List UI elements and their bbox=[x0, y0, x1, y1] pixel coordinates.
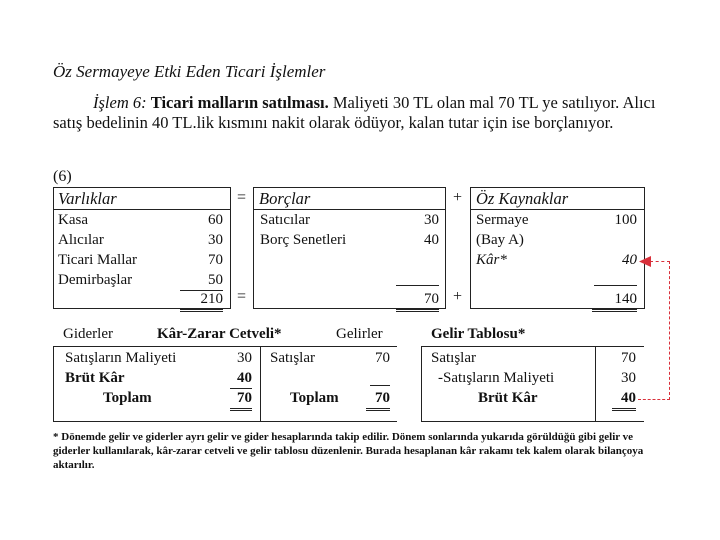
gelir-tablosu-header: Gelir Tablosu* bbox=[431, 326, 526, 342]
connector-top-segment bbox=[650, 261, 670, 262]
gelir-table-divider bbox=[595, 346, 596, 422]
gelir-row-value: 30 bbox=[621, 370, 636, 386]
liability-label: Borç Senetleri bbox=[260, 232, 347, 248]
assets-header-line bbox=[53, 209, 231, 210]
asset-label: Ticari Mallar bbox=[58, 252, 138, 268]
footnote: * Dönemde gelir ve giderler ayrı gelir ve gider hesaplarında takip edilir. Dönem sonlarında yukarıda görüldüğü gibi gelir ve giderler kullanılarak, kâr-zarar cetveli ve gelir tablosu düzenlenir. Burada hesaplanan kâr rakamı tek kalem olarak bilançoya aktarılır. bbox=[53, 431, 644, 471]
revenues-header: Gelirler bbox=[336, 326, 383, 342]
income-t-divider bbox=[260, 346, 261, 422]
expense-total-label: Toplam bbox=[103, 390, 152, 406]
connector-bottom-segment bbox=[638, 399, 670, 400]
revenue-total-label: Toplam bbox=[290, 390, 339, 406]
liabilities-sum-line bbox=[396, 285, 439, 286]
asset-value: 30 bbox=[208, 232, 223, 248]
asset-value: 60 bbox=[208, 212, 223, 228]
revenue-sum-line bbox=[370, 385, 390, 386]
equity-header-line bbox=[470, 209, 645, 210]
equity-label: (Bay A) bbox=[476, 232, 524, 248]
income-statement-header: Kâr-Zarar Cetveli* bbox=[157, 326, 282, 342]
gelir-row-value: 40 bbox=[612, 389, 636, 411]
arrow-left-icon bbox=[639, 256, 651, 267]
gelir-row-label: Satışlar bbox=[431, 350, 476, 366]
expenses-header: Giderler bbox=[63, 326, 113, 342]
revenue-label: Satışlar bbox=[270, 350, 315, 366]
gelir-row-label: -Satışların Maliyeti bbox=[438, 370, 555, 386]
step-number: (6) bbox=[53, 168, 72, 185]
asset-value: 70 bbox=[208, 252, 223, 268]
revenue-total-value: 70 bbox=[366, 389, 390, 411]
expense-label: Brüt Kâr bbox=[65, 370, 125, 386]
gelir-row-label: Brüt Kâr bbox=[478, 390, 538, 406]
transaction-heading: Ticari malların satılması. bbox=[150, 93, 329, 112]
equity-total: 140 bbox=[592, 290, 637, 312]
asset-value: 50 bbox=[180, 271, 223, 291]
expense-value: 30 bbox=[237, 350, 252, 366]
page-title: Öz Sermayeye Etki Eden Ticari İşlemler bbox=[53, 62, 326, 81]
assets-header: Varlıklar bbox=[58, 189, 117, 208]
asset-label: Demirbaşlar bbox=[58, 272, 133, 288]
equals-sign: = bbox=[237, 189, 247, 206]
equity-label: Sermaye bbox=[476, 212, 529, 228]
equity-sum-line bbox=[594, 285, 637, 286]
expense-value: 40 bbox=[230, 369, 252, 389]
liability-label: Satıcılar bbox=[260, 212, 310, 228]
revenue-value: 70 bbox=[375, 350, 390, 366]
liability-value: 40 bbox=[424, 232, 439, 248]
liabilities-header-line bbox=[253, 209, 446, 210]
asset-label: Kasa bbox=[58, 212, 88, 228]
liabilities-header: Borçlar bbox=[259, 189, 311, 208]
plus-sign: + bbox=[453, 189, 463, 206]
transaction-label: İşlem 6: bbox=[93, 93, 147, 112]
asset-label: Alıcılar bbox=[58, 232, 104, 248]
liabilities-total: 70 bbox=[396, 290, 439, 312]
expense-label: Satışların Maliyeti bbox=[65, 350, 177, 366]
gelir-row-value: 70 bbox=[621, 350, 636, 366]
equity-label: Kâr* bbox=[476, 252, 507, 268]
transaction-description bbox=[53, 93, 663, 133]
equity-value: 40 bbox=[622, 252, 637, 268]
transaction-text: Maliyeti 30 TL olan mal 70 TL ye satılıyor. Alıcı satış bedelinin 40 TL.lik kısmını nakit olarak ödüyor, kalan tutar için ise borçlanıyor. bbox=[53, 93, 656, 132]
equals-sign: = bbox=[237, 288, 247, 305]
equity-header: Öz Kaynaklar bbox=[476, 189, 569, 208]
liability-value: 30 bbox=[424, 212, 439, 228]
expense-total-value: 70 bbox=[230, 389, 252, 411]
equity-value: 100 bbox=[614, 212, 637, 228]
assets-total: 210 bbox=[180, 290, 223, 312]
plus-sign: + bbox=[453, 288, 463, 305]
connector-vertical-segment bbox=[669, 261, 670, 400]
